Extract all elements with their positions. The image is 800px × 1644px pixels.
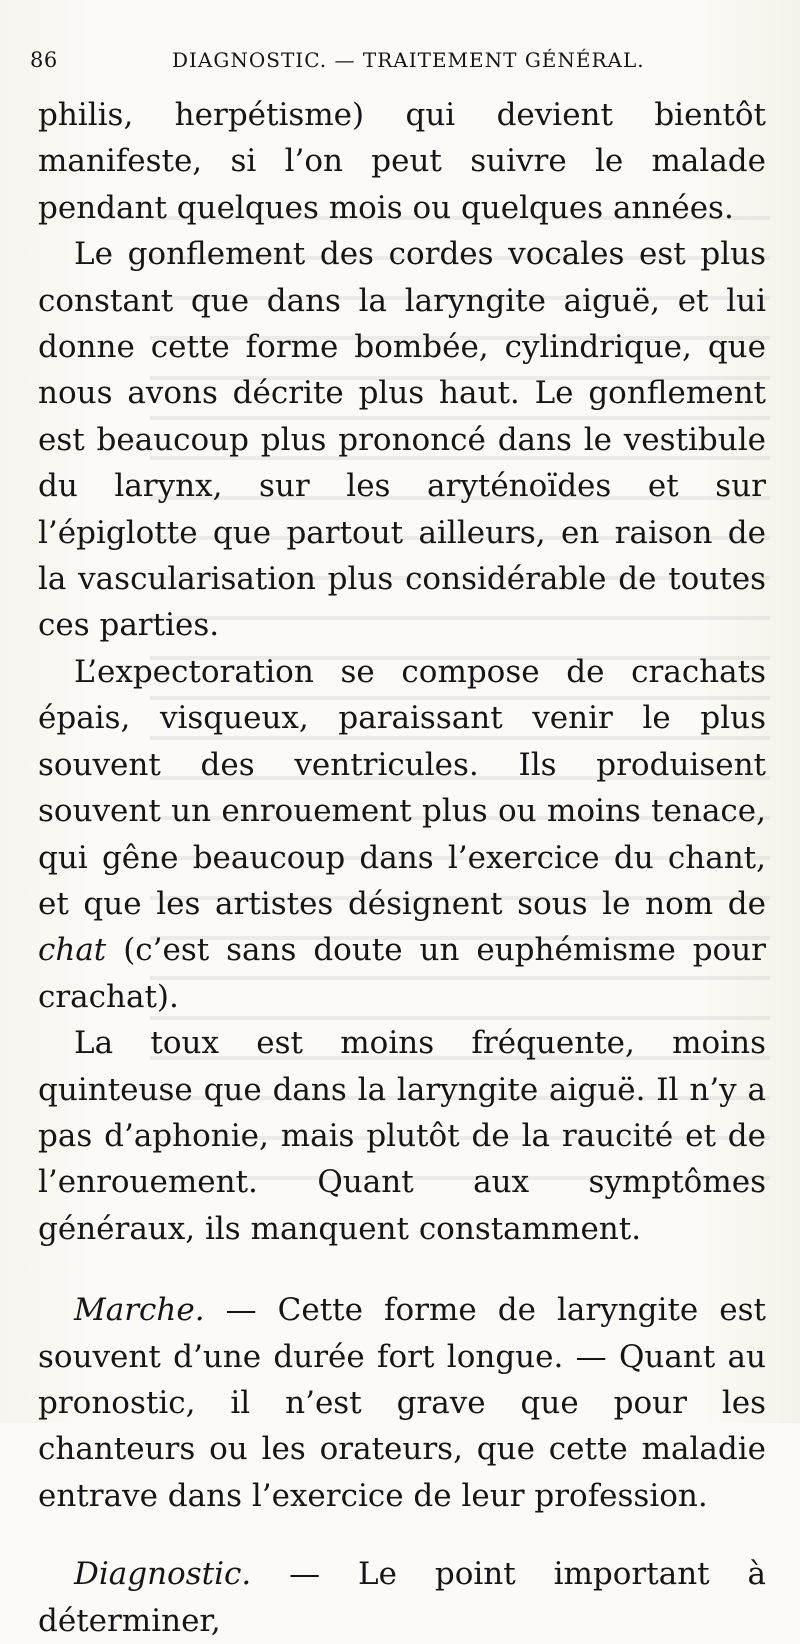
paragraph-toux: La toux est moins fréquente, moins quinteuse que dans la laryngite aiguë. Il n’y a pas d’aphonie, mais plutôt de la raucité et de l’enrouement. Quant aux symptômes généraux, ils manquent constamment. — [38, 1025, 766, 1247]
main-text — [38, 92, 766, 1644]
section-marche — [38, 1287, 766, 1519]
running-head: DIAGNOSTIC. — TRAITEMENT GÉNÉRAL. — [172, 48, 645, 72]
paragraph-expectoration-text-start: L’expectoration se compose de crachats épais, visqueux, paraissant venir le plus souvent des ventricules. Ils produisent souvent un enrouement plus ou moins tenace, qui gêne beaucoup dans l’exercice du chant, et que les artistes désignent sous le nom de — [38, 653, 766, 922]
paragraph-expectoration-text-end: (c’est sans doute un euphémisme pour crachat). — [38, 932, 766, 1015]
section-diagnostic — [38, 1551, 766, 1644]
chat-term: chat — [38, 932, 107, 969]
paragraph-continued: philis, herpétisme) qui devient bientôt manifeste, si l’on peut suivre le malade pendant quelques mois ou quelques années. — [38, 97, 766, 226]
marche-label: Marche. — [74, 1292, 205, 1329]
diagnostic-label: Diagnostic. — [74, 1556, 252, 1593]
diagnostic-text: — Le point important à déterminer, — [38, 1556, 766, 1639]
marche-text: — Cette forme de laryngite est souvent d’une durée fort longue. — Quant au pronostic, il n’est grave que pour les chanteurs ou les orateurs, que cette maladie entrave dans l’exercice de leur profession. — [38, 1292, 766, 1514]
paragraph-gonflement: Le gonflement des cordes vocales est plus constant que dans la laryngite aiguë, et lui donne cette forme bombée, cylindrique, que nous avons décrite plus haut. Le gonflement est beaucoup plus prononcé dans le vestibule du larynx, sur les aryténoïdes et sur l’épiglotte que partout ailleurs, en raison de la vascularisation plus considérable de toutes ces parties. — [38, 236, 766, 644]
page-number: 86 — [30, 48, 58, 72]
paragraph-expectoration — [38, 649, 766, 1020]
page-header — [30, 42, 770, 82]
